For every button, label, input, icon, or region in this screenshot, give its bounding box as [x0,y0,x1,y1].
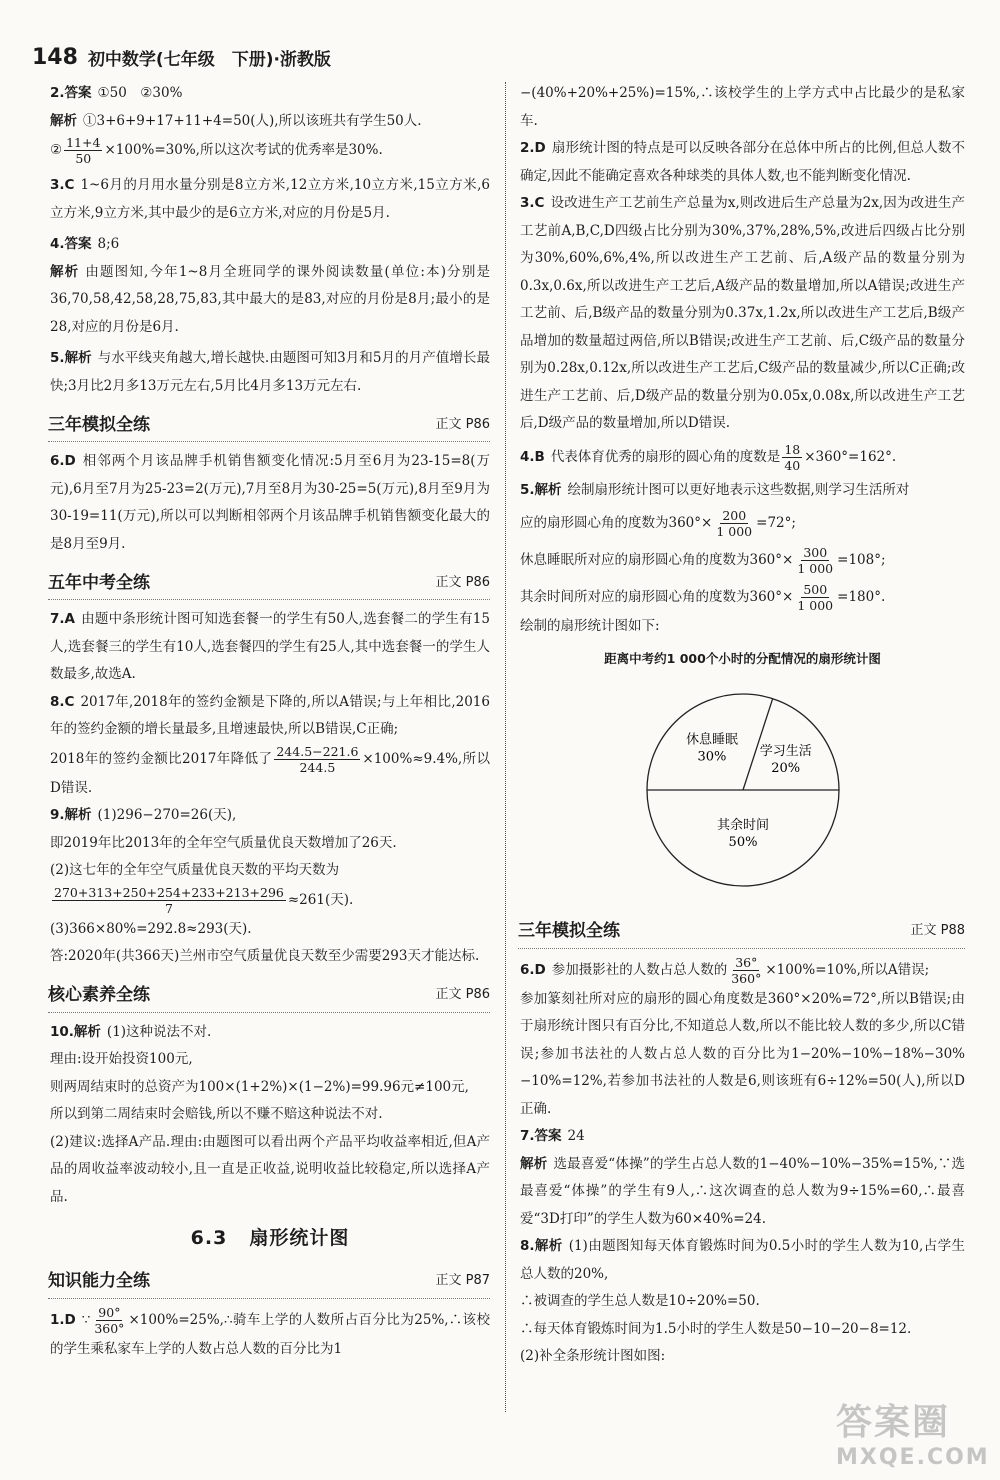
answer-8-line: (2)补全条形统计图如图: [520,1348,666,1364]
answer-label: 4.答案 [50,236,92,252]
text: =180°. [837,589,886,605]
analysis-label: 解析 [520,1155,548,1172]
numerator: 500 [803,582,828,597]
answer-7 [50,606,490,689]
answer-text: 2017年,2018年的签约金额是下降的,所以A错误;与上年相比,2016年的签约金额的增长量最多,且增速最快,所以B错误,C正确; [50,693,490,737]
pie-slice-label: 休息睡眠 [685,732,738,748]
answer-label: 7.A [50,611,75,627]
answer-text: 与水平线夹角越大,增长越快.由题图可知3月和5月的月产值增长最快;3月比2月多13万元左右,5月比4月多13万元左右. [50,350,490,394]
section-title: 三年模拟全练 [48,414,150,435]
answer-label: 8.C [50,693,75,710]
section-title: 三年模拟全练 [518,921,620,941]
pie-svg [593,672,893,902]
chapter-title: 扇形统计图 [249,1227,350,1249]
answer-9-line: (3)366×80%=292.8≈293(天). [50,920,252,937]
answer-9-fraction [50,885,490,916]
section-ref: 正文 P86 [435,416,490,432]
section-ref: 正文 P87 [435,1273,490,1288]
analysis-text: 选最喜爱“体操”的学生占总人数的1−40%−10%−35%=15%,∵选最喜爱“体操”的学生有9人,∴这次调查的总人数为9÷15%=60,∴最喜爱“3D打印”的学生人数为60×40%=24. [520,1155,966,1227]
chapter-number: 6.3 [190,1227,228,1249]
section-heading [518,913,965,949]
answer-label: 6.D [50,453,76,469]
text: 休息睡眠所对应的扇形圆心角的度数为360°× [520,552,794,568]
numerator: 36° [735,954,758,970]
text: ×100%=25%,∴骑车上学的人数所占百分比为25%,∴该校的学生乘私家车上学的人数占总人数的百分比为1 [50,1311,490,1357]
answer-8-line: ∴被调查的学生总人数是10÷20%=50. [520,1293,760,1309]
fraction [729,955,763,986]
answer-3 [520,190,965,438]
answer-label: 5.解析 [520,481,562,498]
answer-text: 1~6月的月用水量分别是8立方米,12立方米,10立方米,15立方米,6立方米,9立方米,其中最少的是6立方米,对应的月份是5月. [50,177,490,221]
section-ref: 正文 P86 [435,574,490,590]
denominator: 360° [94,1320,125,1336]
answer-text: 扇形统计图的特点是可以反映各部分在总体中所占的比例,但总人数不确定,因此不能确定喜欢各种球类的具体人数,也不能判断变化情况. [520,140,965,184]
fraction [795,545,835,576]
answer-10-line: 所以到第二周结束时会赔钱,所以不赚不赔这种说法不对. [50,1106,383,1122]
answer-3 [50,172,490,227]
section-heading [48,406,490,442]
answer-9 [50,802,490,830]
section-ref: 正文 P88 [910,923,965,938]
chart-title: 距离中考约1 000个小时的分配情况的扇形统计图 [604,650,881,666]
answer-label: 3.C [50,177,75,193]
text: 参加摄影社的人数占总人数的 [551,961,728,978]
answer-9-line: 即2019年比2013年的全年空气质量优良天数增加了26天. [50,834,397,851]
text: ×100%=30%,所以这次考试的优秀率是30%. [104,142,383,158]
answer-label: 6.D [520,961,546,978]
answer-5-line [520,582,965,613]
answer-text: 绘制扇形统计图可以更好地表示这些数据,则学习生活所对 [567,481,910,498]
answer-label: 7.答案 [520,1128,562,1144]
book-title: 初中数学(七年级 下册)·浙教版 [87,49,331,70]
denominator: 1 000 [716,524,753,539]
fraction [795,582,835,613]
answer-6 [50,448,490,558]
answer-5-line [520,508,965,539]
answer-5-line: 绘制的扇形统计图如下: [520,618,660,634]
answer-label: 2.答案 [50,85,92,101]
numerator: 200 [722,508,747,523]
text: 应的扇形圆心角的度数为360°× [520,515,713,531]
pie-slice-percent: 50% [728,835,757,851]
answer-text: 相邻两个月该品牌手机销售额变化情况:5月至6月为23-15=8(万元),6月至7月为25-23=2(万元),7月至8月为30-25=5(万元),8月至9月为30-19=11(万元),所以可以判断相邻两个月该品牌手机销售额变化最大的是8月至9月. [50,453,490,552]
text: =108°; [837,552,886,568]
analysis-2 [50,108,490,136]
column-divider [505,82,506,1412]
numerator: 244.5−221.6 [276,743,359,759]
answer-label: 1.D [50,1311,76,1328]
text: ② [50,142,63,158]
section-heading [48,977,490,1013]
answer-label: 9.解析 [50,807,92,823]
text: ×100%≈9.4%,所以D错误. [50,750,491,796]
answer-label: 3.C [520,195,545,211]
section-title: 核心素养全练 [48,985,150,1005]
answer-text: 24 [567,1128,585,1144]
answer-text: (1)这种说法不对. [106,1023,212,1040]
answer-8-line: ∴每天体育锻炼时间为1.5小时的学生人数是50−10−20−8=12. [520,1320,912,1337]
left-column [50,80,490,1363]
watermark-bottom: MXQE.COM [836,1445,990,1470]
pie-slice-percent: 30% [697,749,726,765]
text: 其余时间所对应的扇形圆心角的度数为360°× [520,589,794,605]
answer-label: 8.解析 [520,1238,563,1254]
denominator: 244.5 [299,759,336,775]
fraction [714,508,754,539]
watermark-top: 答案圈 [836,1402,951,1443]
numerator: 270+313+250+254+233+213+296 [54,884,284,900]
answer-label: 2.D [520,140,546,156]
answer-7 [520,1123,965,1151]
page-header [32,40,331,74]
answer-text: (1)由题图知每天体育锻炼时间为0.5小时的学生人数为10,占学生总人数的20%, [520,1238,965,1282]
answer-6-line: 参加篆刻社所对应的扇形的圆心角度数是360°×20%=72°,所以B错误;由于扇形统计图只有百分比,不知道总人数,所以不能比较人数的多少,所以C错误;参加书法社的人数占总人数的百分比为1−20%−10%−18%−30%−10%=12%,若参加书法社的人数是6,则该班有6÷12%=50(人),所以D正确. [520,990,965,1117]
answer-5 [50,345,490,400]
answer-label: 4.B [520,448,545,465]
pie-slice-percent: 20% [770,760,800,776]
text: ×100%=10%,所以A错误; [765,961,930,978]
pie-chart [520,645,965,913]
text: ×360°=162°. [804,448,897,465]
answer-10-line: 理由:设开始投资100元, [50,1051,193,1067]
text: 代表体育优秀的扇形的圆心角的度数是 [550,448,781,465]
answer-10 [50,1019,490,1047]
numerator: 11+4 [66,135,101,150]
section-ref: 正文 P86 [435,987,490,1002]
fraction [92,1305,126,1336]
answer-10-line: 则两周结束时的总资产为100×(1+2%)×(1−2%)=99.96元≠100元, [50,1078,469,1095]
answer-text: 由题中条形统计图可知选套餐一的学生有50人,选套餐二的学生有15人,选套餐三的学生有10人,选套餐四的学生有25人,其中选套餐一的学生人数最多,故选A. [50,611,490,682]
answer-9-line: 答:2020年(共366天)兰州市空气质量优良天数至少需要293天才能达标. [50,948,480,964]
denominator: 40 [784,457,801,473]
section-title: 知识能力全练 [48,1271,150,1291]
text: ≈261(天). [287,891,354,908]
denominator: 1 000 [797,598,834,613]
numerator: 300 [803,545,828,560]
watermark-logo [836,1394,990,1470]
answer-text: (1)296−270=26(天), [97,807,237,823]
answer-1-continued: −(40%+20%+25%)=15%,∴该校学生的上学方式中占比最少的是私家车. [520,85,965,129]
answer-6 [520,955,965,986]
denominator: 360° [731,970,762,986]
section-heading [48,564,490,600]
page-number: 148 [32,44,78,70]
answer-2 [520,135,965,190]
denominator: 1 000 [797,561,834,576]
analysis-label: 解析 [50,112,77,129]
answer-text: 设改进生产工艺前生产总量为x,则改进后生产总量为2x,因为改进生产工艺前A,B,C,D四级占比分别为30%,37%,28%,5%,改进后四级占比分别为30%,60%,6%,4%,所以改进生产工艺前、后,A级产品的数量分别为0.3x,0.6x,所以改进生产工艺后,A级产品的数量增加,所以A错误;改进生产工艺前、后,B级产品的数量分别为0.37x,1.2x,所以改进生产工艺后,B级产品增加的数量超过两倍,所以B错误;改进生产工艺前、后,C级产品的数量分别为0.28x,0.12x,所以改进生产工艺后,C级产品的数量减少,所以C正确;改进生产工艺前、后,D级产品的数量分别为0.05x,0.08x,所以改进生产工艺后,D级产品的数量增加,所以D错误. [520,195,965,431]
answer-4 [50,231,490,259]
answer-8-line2 [50,744,490,803]
chapter-heading [50,1225,490,1253]
analysis-4 [50,259,490,342]
denominator: 50 [75,151,92,166]
analysis-label: 解析 [50,263,80,280]
text: 2018年的签约金额比2017年降低了 [50,750,273,767]
numerator: 90° [98,1304,121,1320]
answer-5-line [520,545,965,576]
answer-text: ①50 ②30% [97,85,183,101]
denominator: 7 [164,900,173,916]
right-column [520,80,965,1371]
fraction [782,442,802,473]
answer-4 [520,442,965,473]
answer-5 [520,477,965,505]
pie-slice-label: 学习生活 [759,743,812,759]
fraction [64,135,102,166]
numerator: 18 [784,441,801,457]
answer-label: 5.解析 [50,350,92,366]
answer-text: 8;6 [97,236,120,252]
answer-8 [50,689,490,744]
analysis-text: 由题图知,今年1~8月全班同学的课外阅读数量(单位:本)分别是36,70,58,42,58,28,75,83,其中最大的是83,对应的月份是8月;最小的是28,对应的月份是6月. [50,263,490,335]
answer-9-line: (2)这七年的全年空气质量优良天数的平均天数为 [50,862,340,878]
fraction [52,885,286,916]
answer-label: 10.解析 [50,1023,101,1040]
answer-10-line: (2)建议:选择A产品.理由:由题图可以看出两个产品平均收益率相近,但A产品的周收益率波动较小,且一直是正收益,说明收益比较稳定,所以选择A产品. [50,1133,490,1205]
fraction [274,744,360,775]
analysis-text: ①3+6+9+17+11+4=50(人),所以该班共有学生50人. [83,112,422,129]
answer-8 [520,1233,965,1288]
pie-slice-label: 其余时间 [716,818,769,834]
section-title: 五年中考全练 [48,572,150,593]
text: ∵ [81,1311,91,1328]
section-heading [48,1263,490,1299]
answer-1 [50,1305,490,1364]
text: =72°; [756,515,796,531]
analysis-7 [520,1151,965,1234]
answer-2 [50,80,490,108]
analysis-2-line2 [50,135,490,166]
